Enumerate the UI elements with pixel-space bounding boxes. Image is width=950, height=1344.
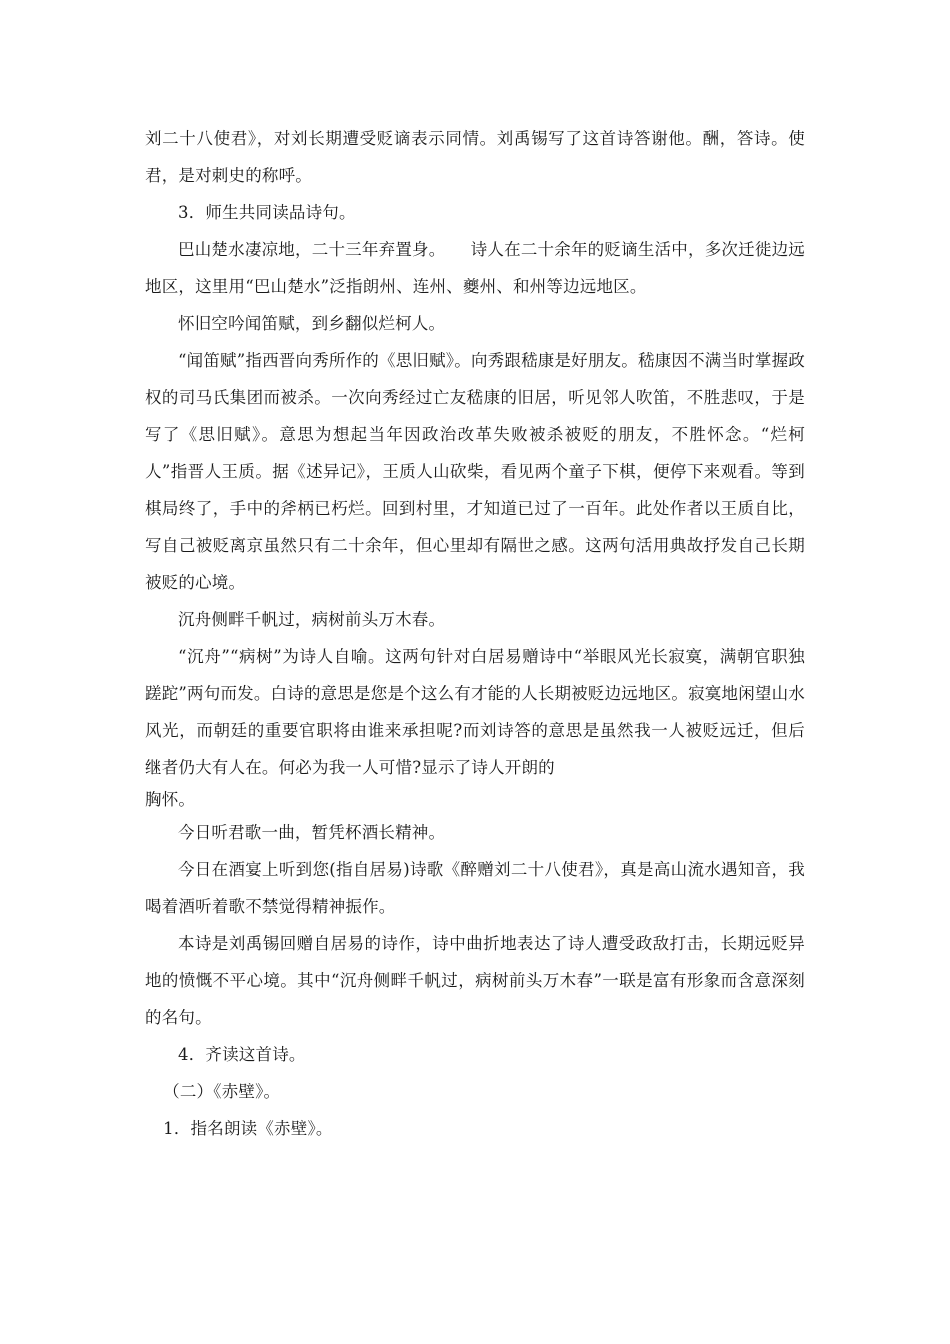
paragraph-line-3-tail: 胸怀。 bbox=[145, 790, 196, 809]
paragraph-summary: 本诗是刘禹锡回赠自居易的诗作，诗中曲折地表达了诗人遭受政敌打击，长期远贬异地的愤慨不平心境。其中“沉舟侧畔千帆过，病树前头万木春”一联是富有形象而含意深刻的名句。 bbox=[145, 934, 805, 1027]
paragraph-poem-line-2: 怀旧空吟闻笛赋，到乡翻似烂柯人。 bbox=[178, 314, 446, 333]
paragraph-step-1-chibi: 1．指名朗读《赤壁》。 bbox=[163, 1119, 333, 1138]
paragraph-step-3-heading: 3．师生共同读品诗句。 bbox=[178, 203, 356, 222]
paragraph-line-2-analysis: “闻笛赋”指西晋向秀所作的《思旧赋》。向秀跟嵇康是好朋友。嵇康因不满当时掌握政权的司马氏集团而被杀。一次向秀经过亡友嵇康的旧居，听见邻人吹笛，不胜悲叹，于是写了《思旧赋》。意思为想起当年因政治改革失败被杀被贬的朋友，不胜怀念。“烂柯人”指晋人王质。据《述异记》，王质人山砍柴，看见两个童子下棋，便停下来观看。等到棋局终了，手中的斧柄已朽烂。回到村里，才知道已过了一百年。此处作者以王质自比，写自己被贬离京虽然只有二十余年，但心里却有隔世之感。这两句活用典故抒发自己长期被贬的心境。 bbox=[145, 351, 805, 592]
paragraph-line-1-analysis: 巴山楚水凄凉地，二十三年弃置身。 诗人在二十余年的贬谪生活中，多次迁徙边远地区，这里用“巴山楚水”泛指朗州、连州、夔州、和州等边远地区。 bbox=[145, 240, 805, 296]
paragraph-intro-continuation: 刘二十八使君》，对刘长期遭受贬谪表示同情。刘禹锡写了这首诗答谢他。酬，答诗。使君，是对刺史的称呼。 bbox=[145, 129, 805, 185]
paragraph-poem-line-4: 今日听君歌一曲，暂凭杯酒长精神。 bbox=[178, 823, 446, 842]
paragraph-line-4-analysis: 今日在酒宴上听到您(指自居易)诗歌《醉赠刘二十八使君》，真是高山流水遇知音，我喝着酒听着歌不禁觉得精神振作。 bbox=[145, 860, 805, 916]
document-body bbox=[145, 120, 805, 1147]
paragraph-section-chibi: （二）《赤壁》。 bbox=[163, 1082, 281, 1101]
paragraph-poem-line-3: 沉舟侧畔千帆过，病树前头万木春。 bbox=[178, 610, 446, 629]
paragraph-line-3-analysis: “沉舟”“病树”为诗人自喻。这两句针对白居易赠诗中“举眼风光长寂寞，满朝官职独蹉跎”两句而发。白诗的意思是您是个这么有才能的人长期被贬边远地区。寂寞地闲望山水风光，而朝廷的重要官职将由谁来承担呢?而刘诗答的意思是虽然我一人被贬远迁，但后继者仍大有人在。何必为我一人可惜?显示了诗人开朗的 bbox=[145, 647, 805, 777]
paragraph-step-4: 4．齐读这首诗。 bbox=[178, 1045, 306, 1064]
